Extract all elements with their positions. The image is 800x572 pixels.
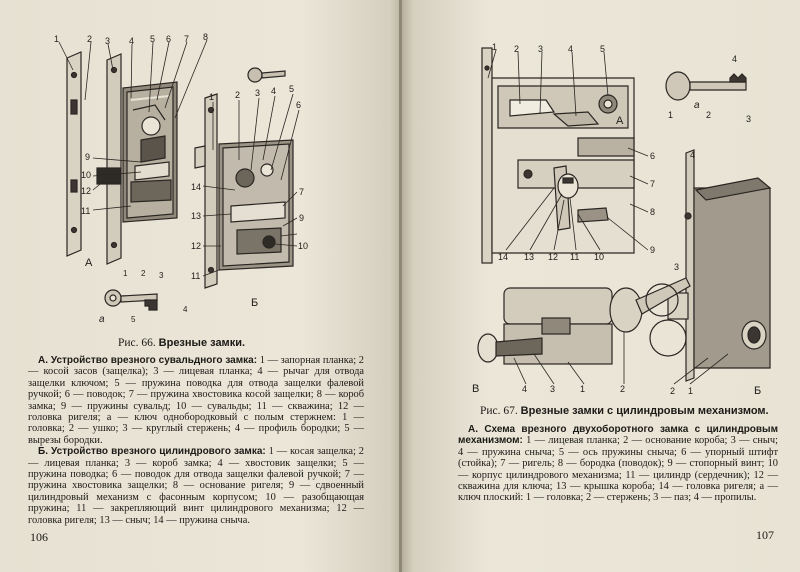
label-a-7: 7 [184,34,190,44]
key-top [248,68,285,82]
cyl-label-2: 2 [620,384,626,394]
label-side-8: 8 [650,207,656,217]
label-a-9: 9 [85,152,91,162]
caption-prefix: Рис. 66. [118,337,156,349]
right-body-text [458,424,778,504]
flat-key [666,72,746,100]
key-label-r-2: 2 [706,110,712,120]
label-bottom-12: 12 [548,252,559,262]
cylinder-v [478,278,690,364]
label-b-14: 14 [191,182,202,192]
label-b-11: 11 [191,271,201,281]
paragraph-right-heading: А. Схема врезного двухоборотного замка с цилиндровым механизмом: [458,424,778,447]
label-a-1: 1 [54,34,60,44]
page-number-left: 106 [30,530,48,544]
label-a-12: 12 [81,186,92,196]
label-a-10: 10 [81,170,92,180]
side-label-1: 1 [688,386,694,396]
view-label-a-right: А [616,115,624,127]
label-b-12: 12 [191,241,202,251]
label-bottom-11: 11 [570,252,580,262]
caption-title-right: Врезные замки с цилиндровым механизмом. [520,405,769,417]
paragraph-right [458,424,778,504]
label-a-8: 8 [203,32,209,42]
label-b-3: 3 [255,88,261,98]
left-body-text [28,355,364,526]
key-label-r-4: 4 [732,54,738,64]
view-label-b: Б [251,297,259,309]
caption-title: Врезные замки. [158,337,246,349]
cyl-label-1: 1 [580,384,586,394]
label-top-1: 1 [492,42,498,52]
side-label-4: 4 [690,150,696,160]
label-a-6: 6 [166,34,172,44]
view-label-a: А [85,257,93,269]
key-label-r-1: 1 [668,110,674,120]
label-a-5: 5 [150,34,156,44]
label-top-2: 2 [514,44,520,54]
key-label-3: 3 [159,271,164,280]
label-top-5: 5 [600,44,606,54]
page-number-right: 107 [756,528,774,542]
label-a-2: 2 [87,34,93,44]
view-label-b-right: Б [754,385,762,397]
figure-66 [45,30,345,335]
label-side-6: 6 [650,151,656,161]
figure-67 [458,38,794,398]
key-label-r-3: 3 [746,114,752,124]
cyl-label-4: 4 [522,384,528,394]
strike-plate [67,52,81,256]
face-plate [482,48,492,263]
label-bottom-13: 13 [524,252,535,262]
paragraph-a-text: 1 — запорная планка; 2 — косой засов (защелка); 3 — лицевая планка; 4 — рычаг для отвода защелки ключом; 5 — пружина поводка для отвода защелки фалевой ручкой; 6 — поводок; 7 — пружина хвостовика косой защелки; 8 — короб замка; 9 — пружины сувальд; 10 — сувальды; 11 — скважина; 12 — головка ригеля; а — ключ однобородковый с полым стержнем: 1 — головка; 2 — ушко; 3 — круглый стержень; 4 — профиль бородки; 5 — вырезы бородки. [28,355,364,446]
cyl-label-3: 3 [550,384,556,394]
key-letter-a: а [99,314,105,325]
figure-66-caption [118,337,245,349]
figure-67-caption [480,405,769,417]
paragraph-a-heading: А. Устройство врезного сувальдного замка: [38,355,258,366]
key-label-1: 1 [123,269,128,278]
lock-body-a [492,78,634,253]
label-b-13: 13 [191,211,202,221]
label-b-4: 4 [271,86,277,96]
paragraph-b-heading: Б. Устройство врезного цилиндрового замка: [38,446,266,458]
label-b-5: 5 [289,84,295,94]
paragraph-a [28,355,364,446]
key-letter-a-right: а [694,100,700,111]
view-label-v: В [472,383,480,395]
right-page [402,0,800,572]
label-a-3: 3 [105,36,111,46]
label-b-7: 7 [299,187,305,197]
paragraph-right-text: 1 — лицевая планка; 2 — основание короба; 3 — сныч; 4 — пружина сныча; 5 — ось пружины сныча; 6 — упорный штифт (стойка); 7 — ригель; 8 — бородка (поводок); 9 — стопорный винт; 10 — корпус цилиндрового механизма; 11 — цилиндр (сердечник); 12 — скважина для ключа; 13 — крышка короба; 14 — головка ригеля; а — ключ плоский: 1 — головка; 2 — стержень; 3 — паз; 4 — пропилы. [458,435,778,504]
face-plate-b [205,94,217,288]
label-a-11: 11 [81,206,91,216]
side-label-3: 3 [674,262,680,272]
paragraph-b [28,446,364,526]
key-a [105,290,157,310]
label-top-4: 4 [568,44,574,54]
label-b-2: 2 [235,90,241,100]
key-label-5: 5 [131,315,136,324]
label-a-4: 4 [129,36,135,46]
side-label-2: 2 [670,386,676,396]
label-side-7: 7 [650,179,656,189]
label-b-9: 9 [299,213,305,223]
label-b-10: 10 [298,241,309,251]
label-b-1: 1 [209,92,215,102]
label-b-6: 6 [296,100,302,110]
paragraph-b-text: 1 — косая защелка; 2 — лицевая планка; 3 — короб замка; 4 — хвостовик защелки; 5 — пружина поводка; 6 — поводок для отвода защелки фалевой ручкой; 7 — пружина хвостовика защелки; 8 — основание ригеля; 9 — сдвоенный цилиндровый механизм с фасонным корпусом; 10 — разобщающая пружина; 11 — закрепляющий винт цилиндрового механизма; 12 — головка ригеля; 13 — сныч; 14 — пружина сныча. [28,446,364,526]
key-label-4: 4 [183,305,188,314]
label-side-9: 9 [650,245,656,255]
key-label-2: 2 [141,269,146,278]
label-bottom-10: 10 [594,252,605,262]
caption-prefix-right: Рис. 67. [480,405,518,417]
label-bottom-14: 14 [498,252,509,262]
label-top-3: 3 [538,44,544,54]
